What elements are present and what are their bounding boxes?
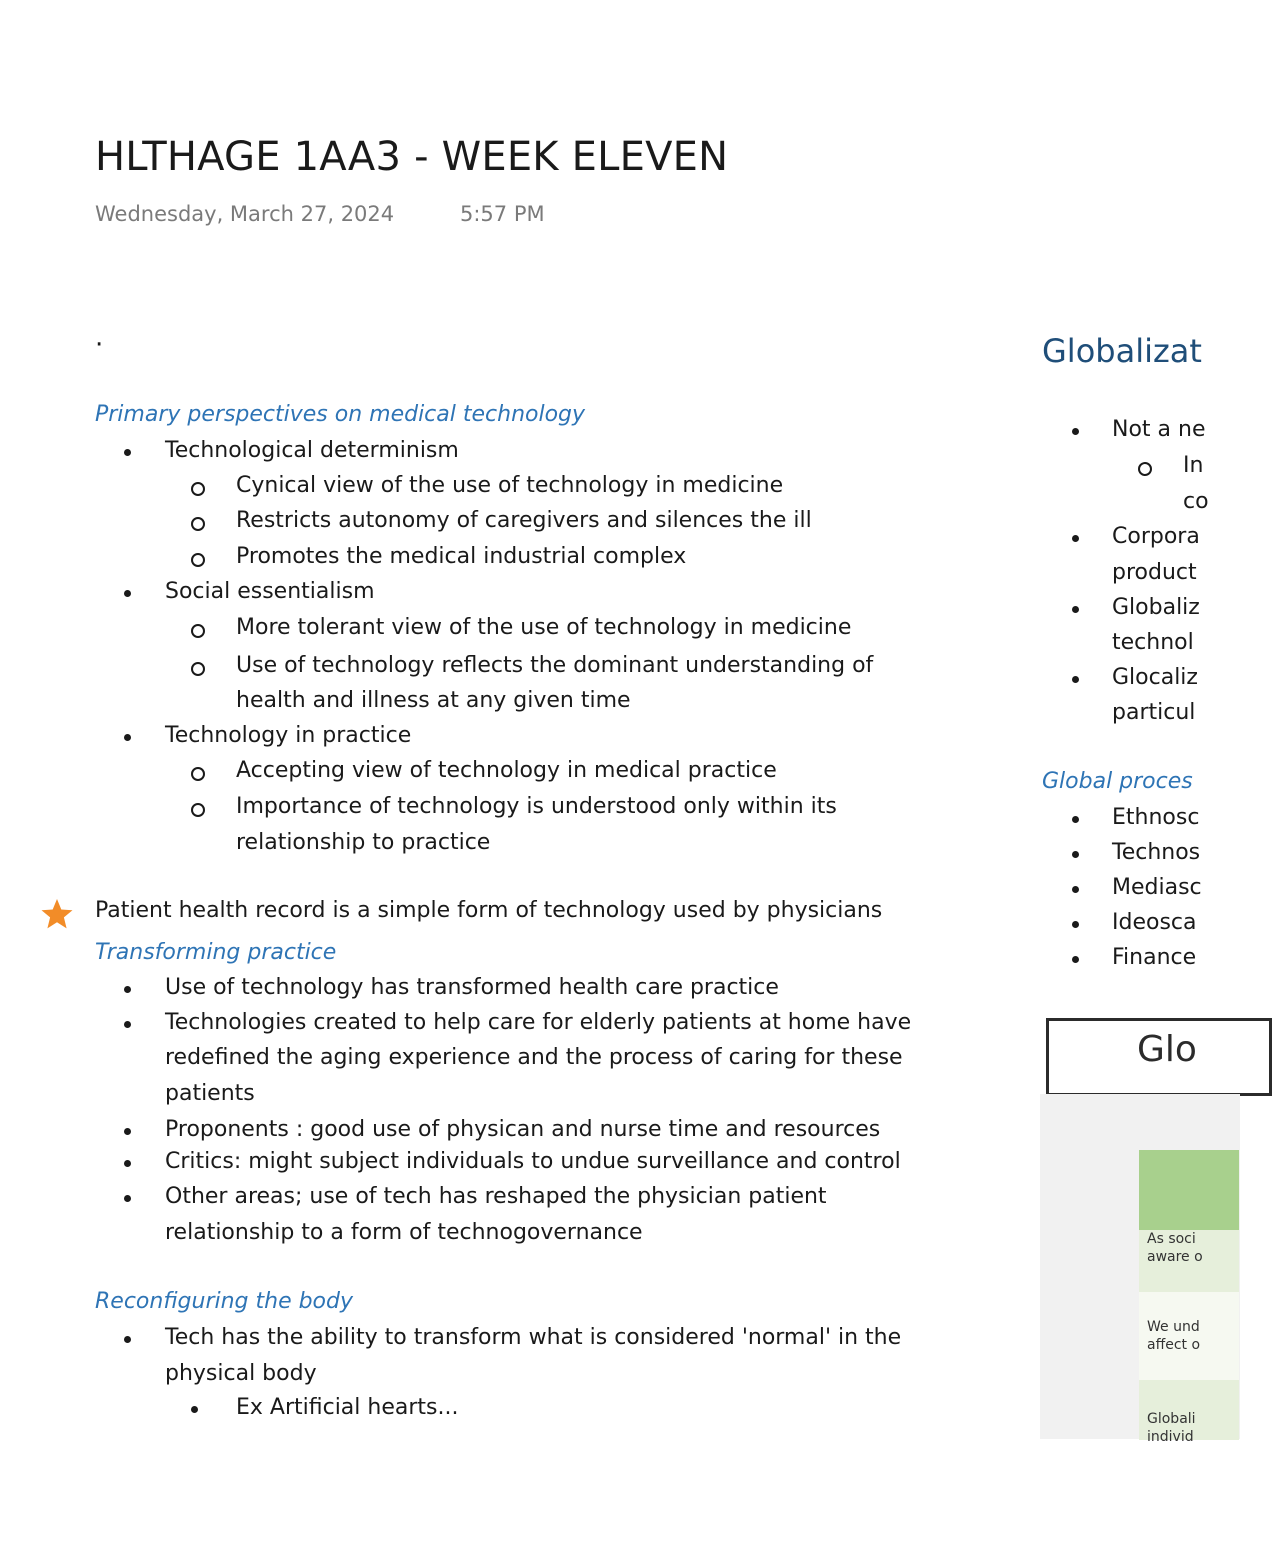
right-line: particul xyxy=(1112,700,1196,725)
slide-cell-line: aware o xyxy=(1147,1249,1203,1265)
bullet-icon xyxy=(1072,851,1079,858)
right-line: product xyxy=(1112,560,1197,585)
right-line: Globaliz xyxy=(1112,595,1200,620)
slide-cell-line: We und xyxy=(1147,1319,1200,1335)
circle-bullet-icon xyxy=(191,803,205,817)
circle-bullet-icon xyxy=(191,624,205,638)
list-item-continued: physical body xyxy=(165,1361,317,1386)
list-subitem: More tolerant view of the use of technology in medicine xyxy=(236,615,852,640)
bullet-icon xyxy=(1072,606,1079,613)
bullet-icon xyxy=(1072,886,1079,893)
bullet-icon xyxy=(1072,816,1079,823)
slide-cell-line: Globali xyxy=(1147,1411,1196,1427)
circle-bullet-icon xyxy=(191,517,205,531)
bullet-icon xyxy=(124,1336,131,1343)
bullet-icon xyxy=(1072,921,1079,928)
list-item: Tech has the ability to transform what is considered 'normal' in the xyxy=(165,1325,902,1350)
slide-table-cell xyxy=(1139,1292,1239,1380)
bullet-icon xyxy=(1072,956,1079,963)
circle-bullet-icon xyxy=(191,767,205,781)
right-heading: Globalizat xyxy=(1042,332,1202,370)
bullet-icon xyxy=(124,449,131,456)
list-subitem: Accepting view of technology in medical practice xyxy=(236,758,777,783)
bullet-icon xyxy=(124,1160,131,1167)
starred-note: Patient health record is a simple form of technology used by physicians xyxy=(95,898,883,923)
bullet-icon xyxy=(124,590,131,597)
circle-bullet-icon xyxy=(191,553,205,567)
list-subitem-continued: relationship to practice xyxy=(236,830,491,855)
bullet-icon xyxy=(1072,535,1079,542)
bullet-icon xyxy=(124,1128,131,1135)
right-heading-global-processes: Global proces xyxy=(1042,769,1193,794)
right-line: Glocaliz xyxy=(1112,665,1198,690)
list-subitem-continued: health and illness at any given time xyxy=(236,688,631,713)
list-item-continued: relationship to a form of technogovernance xyxy=(165,1220,643,1245)
list-item: Technologies created to help care for elderly patients at home have xyxy=(165,1010,912,1035)
scape-item: Technos xyxy=(1112,840,1201,865)
slide-table-header xyxy=(1139,1150,1239,1230)
slide-cell-line: As soci xyxy=(1147,1231,1196,1247)
list-subitem: Promotes the medical industrial complex xyxy=(236,544,687,569)
circle-bullet-icon xyxy=(1138,462,1152,476)
stray-mark: · xyxy=(95,330,104,360)
list-item: Other areas; use of tech has reshaped the physician patient xyxy=(165,1184,827,1209)
list-item-continued: patients xyxy=(165,1081,255,1106)
scape-item: Finance xyxy=(1112,945,1197,970)
slide-cell-line: individ xyxy=(1147,1429,1194,1445)
list-subitem-cut-off: Ex Artificial hearts... xyxy=(236,1395,459,1420)
right-line: technol xyxy=(1112,630,1194,655)
right-line: co xyxy=(1183,489,1209,514)
list-item: Proponents : good use of physican and nurse time and resources xyxy=(165,1117,881,1142)
scape-item: Ideosca xyxy=(1112,910,1197,935)
list-item: Use of technology has transformed health care practice xyxy=(165,975,779,1000)
slide-title-box xyxy=(1046,1018,1272,1096)
list-item: Critics: might subject individuals to undue surveillance and control xyxy=(165,1149,901,1174)
note-time: 5:57 PM xyxy=(460,202,545,226)
bullet-icon xyxy=(124,986,131,993)
list-subitem: Use of technology reflects the dominant understanding of xyxy=(236,653,874,678)
scape-item: Ethnosc xyxy=(1112,805,1200,830)
section-heading-reconfiguring: Reconfiguring the body xyxy=(95,1289,354,1314)
bullet-icon xyxy=(124,734,131,741)
bullet-icon xyxy=(1072,676,1079,683)
list-subitem: Restricts autonomy of caregivers and silences the ill xyxy=(236,508,812,533)
bullet-icon xyxy=(124,1021,131,1028)
note-date: Wednesday, March 27, 2024 xyxy=(95,202,395,226)
slide-table-cell xyxy=(1139,1380,1239,1445)
right-line: Not a ne xyxy=(1112,417,1206,442)
bullet-icon xyxy=(1072,428,1079,435)
list-item: Technology in practice xyxy=(165,723,412,748)
bullet-icon xyxy=(124,1195,131,1202)
circle-bullet-icon xyxy=(191,662,205,676)
page-title: HLTHAGE 1AA3 - WEEK ELEVEN xyxy=(95,134,729,180)
slide-cell-line: affect o xyxy=(1147,1337,1201,1353)
section-heading-perspectives: Primary perspectives on medical technology xyxy=(95,402,586,427)
star-icon xyxy=(40,897,74,931)
circle-bullet-icon xyxy=(191,482,205,496)
list-subitem: Importance of technology is understood only within its xyxy=(236,794,837,819)
slide-title: Glo xyxy=(1137,1029,1197,1070)
section-heading-transforming: Transforming practice xyxy=(95,940,337,965)
slide-table-cell xyxy=(1139,1230,1239,1292)
scape-item: Mediasc xyxy=(1112,875,1202,900)
bullet-icon xyxy=(191,1406,198,1413)
right-line: In xyxy=(1183,453,1204,478)
list-subitem: Cynical view of the use of technology in medicine xyxy=(236,473,784,498)
list-item-continued: redefined the aging experience and the process of caring for these xyxy=(165,1045,903,1070)
right-line: Corpora xyxy=(1112,524,1200,549)
list-item: Social essentialism xyxy=(165,579,375,604)
list-item: Technological determinism xyxy=(165,438,459,463)
